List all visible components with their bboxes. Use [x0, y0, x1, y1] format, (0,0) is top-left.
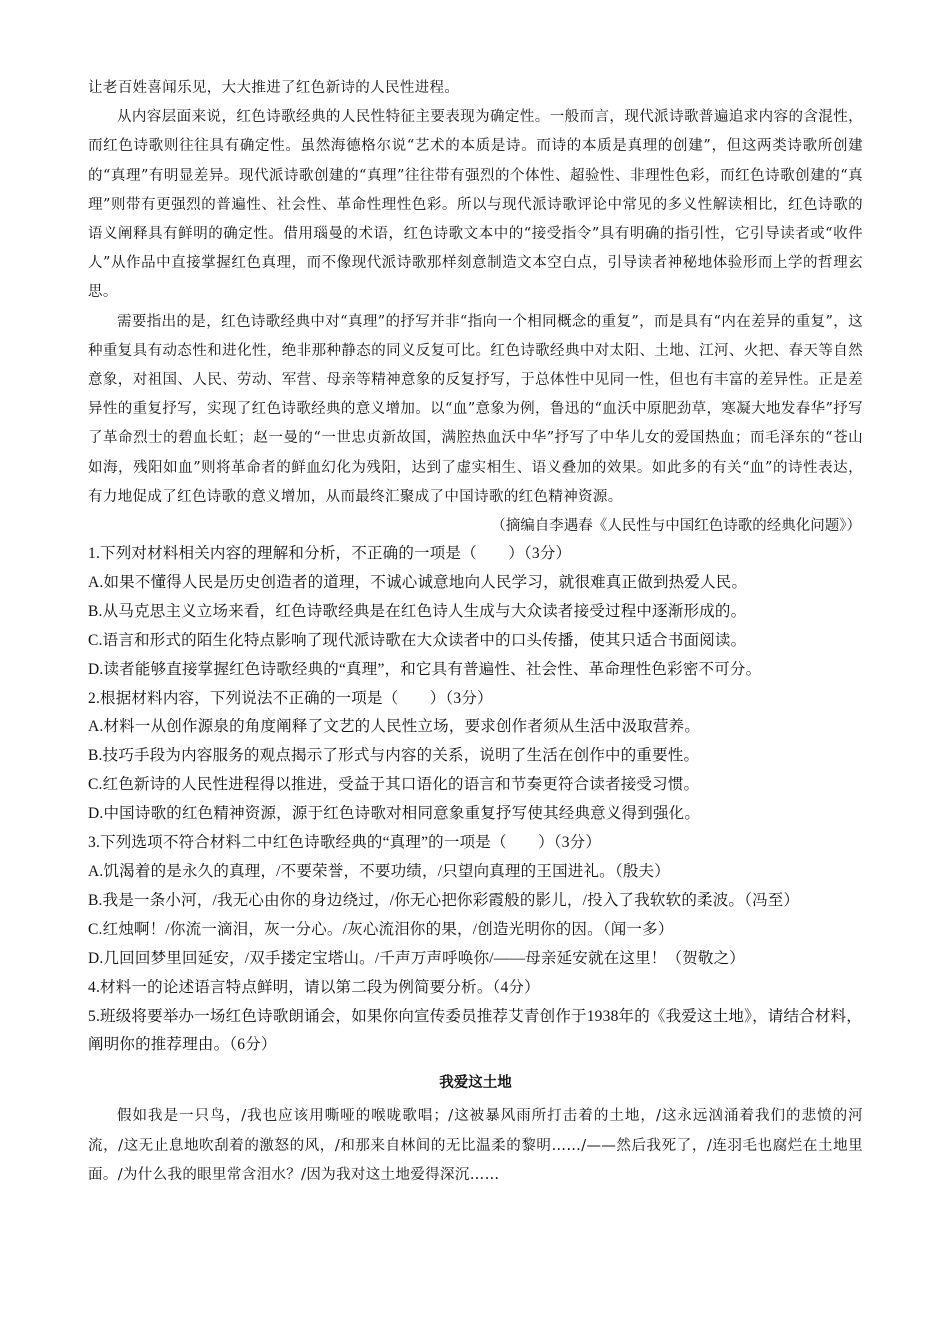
poem-title: 我爱这土地: [439, 1075, 512, 1092]
question-stem: 4.材料一的论述语言特点鲜明，请以第二段为例简要分析。（4分）: [88, 978, 540, 996]
question-option-c: C.红色新诗的人民性进程得以推进，受益于其口语化的语言和节奏更符合读者接受习惯。: [88, 776, 700, 794]
question-5: [88, 1003, 863, 1061]
passage-source-citation: （摘编自李遇春《人民性与中国红色诗歌的经典化问题》）: [491, 518, 861, 535]
question-option-b: B.我是一条小河，/我无心由你的身边绕过，/你无心把你彩霞般的影儿，/投入了我软软的柔波。（冯至）: [88, 891, 800, 909]
question-option-a: A.如果不懂得人民是历史创造者的道理，不诚心诚意地向人民学习，就很难真正做到热爱人民。: [88, 573, 748, 591]
question-option-a: A.材料一从创作源泉的角度阐释了文艺的人民性立场，要求创作者须从生活中汲取营养。: [88, 718, 701, 736]
passage-paragraph-continuation: 让老百姓喜闻乐见，大大推进了红色新诗的人民性进程。: [88, 80, 460, 96]
question-1: [88, 540, 863, 685]
question-option-b: B.技巧手段为内容服务的观点揭示了形式与内容的关系，说明了生活在创作中的重要性。: [88, 747, 700, 765]
question-option-d: D.读者能够直接掌握红色诗歌经典的“真理”，和它具有普遍性、社会性、革命理性色彩密不可分。: [88, 660, 762, 678]
passage-paragraph-difference-repetition: 需要指出的是，红色诗歌经典中对“真理”的抒写并非“指向一个相同概念的重复”，而是具有“内在差异的重复”，这种重复具有动态性和进化性，绝非那种静态的同义反复可比。红色诗歌经典中对太阳、土地、江河、火把、春天等自然意象，对祖国、人民、劳动、军营、母亲等精神意象的反复抒写，于总体性中见同一性，但也有丰富的差异性。正是差异性的重复抒写，实现了红色诗歌经典的意义增加。以“血”意象为例，鲁迅的“血沃中原肥劲草，寒凝大地发春华”抒写了革命烈士的碧血长虹；赵一曼的“一世忠贞新故国，满腔热血沃中华”抒写了中华儿女的爱国热血；而毛泽东的“苍山如海，残阳如血”则将革命者的鲜血幻化为残阳，达到了虚实相生、语义叠加的效果。如此多的有关“血”的诗性表达，有力地促成了红色诗歌的意义增加，从而最终汇聚成了中国诗歌的红色精神资源。: [88, 313, 863, 505]
question-2: [88, 685, 863, 830]
question-option-a: A.饥渴着的是永久的真理，/不要荣誉，不要功绩，/只望向真理的王国进礼。（殷夫）: [88, 863, 670, 881]
passage-paragraph-content-level: 从内容层面来说，红色诗歌经典的人民性特征主要表现为确定性。一般而言，现代派诗歌普遍追求内容的含混性，而红色诗歌则往往具有确定性。虽然海德格尔说“艺术的本质是诗。而诗的本质是真理的创建”，但这两类诗歌所创建的“真理”有明显差异。现代派诗歌创建的“真理”往往带有强烈的个体性、超验性、非理性色彩，而红色诗歌创建的“真理”则带有更强烈的普遍性、社会性、革命性理性色彩。所以与现代派诗歌评论中常见的多义性解读相比，红色诗歌的语义阐释具有鲜明的确定性。借用瑙曼的术语，红色诗歌文本中的“接受指令”具有明确的指引性，它引导读者或“收件人”从作品中直接掌握红色真理，而不像现代派诗歌那样刻意制造文本空白点，引导读者神秘地体验形而上学的哲理玄思。: [88, 109, 863, 301]
question-option-d: D.几回回梦里回延安，/双手搂定宝塔山。/千声万声呼唤你/——母亲延安就在这里！（贺敬之）: [88, 949, 745, 967]
poem-body: 假如我是一只鸟，/我也应该用嘶哑的喉咙歌唱；/这被暴风雨所打击着的土地，/这永远汹涌着我们的悲愤的河流，/这无止息地吹刮着的激怒的风，/和那来自林间的无比温柔的黎明……/——然后我死了，/连羽毛也腐烂在土地里面。/为什么我的眼里常含泪水？/因为我对这土地爱得深沉……: [88, 1108, 863, 1184]
question-stem: 5.班级将要举办一场红色诗歌朗诵会，如果你向宣传委员推荐艾青创作于1938年的《我爱这土地》，请结合材料，阐明你的推荐理由。（6分）: [88, 1007, 862, 1054]
question-stem: 3.下列选项不符合材料二中红色诗歌经典的“真理”的一项是（ ）（3分）: [88, 834, 602, 852]
poem-section: [88, 1068, 863, 1191]
question-option-c: C.红烛啊！/你流一滴泪，灰一分心。/灰心流泪你的果，/创造光明你的因。（闻一多）: [88, 920, 674, 938]
question-option-c: C.语言和形式的陌生化特点影响了现代派诗歌在大众读者中的口头传播，使其只适合书面阅读。: [88, 631, 747, 649]
question-4: [88, 974, 863, 1003]
question-option-b: B.从马克思主义立场来看，红色诗歌经典是在红色诗人生成与大众读者接受过程中逐渐形成的。: [88, 602, 747, 620]
question-stem: 1.下列对材料相关内容的理解和分析，不正确的一项是（ ）（3分）: [88, 545, 572, 563]
question-option-d: D.中国诗歌的红色精神资源，源于红色诗歌对相同意象重复抒写使其经典意义得到强化。: [88, 805, 701, 823]
exam-page: [88, 74, 863, 1191]
question-stem: 2.根据材料内容，下列说法不正确的一项是（ ）（3分）: [88, 689, 493, 707]
question-3: [88, 829, 863, 974]
